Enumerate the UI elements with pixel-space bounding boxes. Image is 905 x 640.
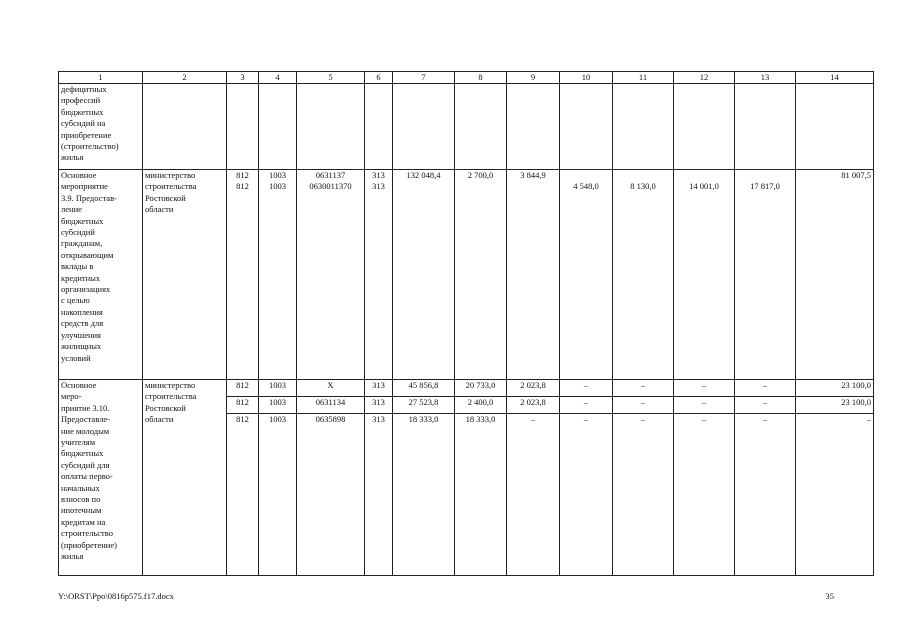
page-number: 35 bbox=[825, 591, 834, 601]
amount-cell: – bbox=[507, 414, 560, 576]
code-cell: 812 bbox=[227, 414, 259, 576]
value-line: 812 bbox=[236, 170, 249, 180]
value-line: 8 130,0 bbox=[630, 181, 656, 191]
amount-cell: 2 400,0 bbox=[455, 397, 507, 414]
amount-cell: – bbox=[796, 414, 874, 576]
value-line: 132 048,4 bbox=[406, 170, 441, 180]
value-line: 1003 bbox=[269, 170, 286, 180]
amount-cell bbox=[674, 170, 735, 380]
value-line: 4 548,0 bbox=[573, 181, 599, 191]
measure-name-cell: дефицитных профессий бюджетных субсидий на приобретение (строительство) жилья bbox=[59, 84, 143, 170]
amount-cell bbox=[735, 170, 796, 380]
code-cell: Х bbox=[297, 380, 365, 397]
budget-table bbox=[58, 71, 874, 576]
code-cell bbox=[297, 170, 365, 380]
amount-cell: – bbox=[674, 380, 735, 397]
col-header: 14 bbox=[796, 72, 874, 84]
value-line: 1003 bbox=[269, 181, 286, 192]
amount-cell: 23 100,0 bbox=[796, 380, 874, 397]
amount-cell: – bbox=[674, 397, 735, 414]
amount-cell: 2 023,8 bbox=[507, 380, 560, 397]
amount-cell: – bbox=[735, 380, 796, 397]
amount-cell: – bbox=[613, 397, 674, 414]
amount-cell: – bbox=[560, 380, 613, 397]
table-row bbox=[59, 380, 874, 397]
col-header: 2 bbox=[143, 72, 227, 84]
code-cell: 812 bbox=[227, 397, 259, 414]
col-header: 9 bbox=[507, 72, 560, 84]
amount-cell: – bbox=[735, 397, 796, 414]
amount-cell: – bbox=[613, 414, 674, 576]
col-header: 7 bbox=[393, 72, 455, 84]
col-header: 13 bbox=[735, 72, 796, 84]
amount-cell: – bbox=[560, 414, 613, 576]
code-cell: 1003 bbox=[259, 397, 297, 414]
amount-cell: 27 523,8 bbox=[393, 397, 455, 414]
col-header: 4 bbox=[259, 72, 297, 84]
measure-name-cell: Основное мероприятие 3.9. Предостав- ление бюджетных субсидий гражданам, открывающим вклады в кредитных организациях с целью накопления средств для улучшения жилищных условий bbox=[59, 170, 143, 380]
amount-cell: 45 856,8 bbox=[393, 380, 455, 397]
value-line: 0630011370 bbox=[309, 181, 352, 192]
table-row bbox=[59, 170, 874, 380]
amount-cell: – bbox=[613, 380, 674, 397]
code-cell bbox=[365, 170, 393, 380]
amount-cell: 18 333,0 bbox=[393, 414, 455, 576]
value-line: 14 001,0 bbox=[689, 181, 719, 191]
col-header: 10 bbox=[560, 72, 613, 84]
amount-cell: 18 333,0 bbox=[455, 414, 507, 576]
measure-name-cell: Основное меро- приятие 3.10. Предоставле- ние молодым учителям бюджетных субсидий для оплаты перво- начальных взносов по ипотечным кредитам на строительство (приобретение) жилья bbox=[59, 380, 143, 576]
code-cell: 1003 bbox=[259, 414, 297, 576]
col-header: 3 bbox=[227, 72, 259, 84]
value-line: 313 bbox=[372, 181, 385, 192]
amount-cell: – bbox=[735, 414, 796, 576]
col-header: 1 bbox=[59, 72, 143, 84]
executor-cell: министерство строительства Ростовской области bbox=[143, 380, 227, 576]
amount-cell bbox=[560, 170, 613, 380]
value-line: 81 007,5 bbox=[841, 170, 871, 180]
code-cell: 313 bbox=[365, 397, 393, 414]
col-header: 12 bbox=[674, 72, 735, 84]
value-line: 313 bbox=[372, 170, 385, 180]
value-line: 2 700,0 bbox=[467, 170, 494, 180]
code-cell: 1003 bbox=[259, 380, 297, 397]
file-path-footer: Y:\ORST\Ppo\0816p575.f17.docx bbox=[58, 591, 174, 601]
amount-cell: 20 733,0 bbox=[455, 380, 507, 397]
amount-cell bbox=[613, 170, 674, 380]
amount-cell bbox=[507, 170, 560, 380]
amount-cell bbox=[455, 170, 507, 380]
value-line: 3 844,9 bbox=[520, 170, 546, 180]
value-line: 17 817,0 bbox=[750, 181, 780, 191]
col-header: 11 bbox=[613, 72, 674, 84]
amount-cell: 23 100,0 bbox=[796, 397, 874, 414]
executor-cell: министерство строительства Ростовской области bbox=[143, 170, 227, 380]
code-cell bbox=[227, 170, 259, 380]
code-cell: 812 bbox=[227, 380, 259, 397]
code-cell: 313 bbox=[365, 380, 393, 397]
col-header: 5 bbox=[297, 72, 365, 84]
amount-cell: 2 023,8 bbox=[507, 397, 560, 414]
amount-cell bbox=[393, 170, 455, 380]
code-cell: 313 bbox=[365, 414, 393, 576]
code-cell: 0635898 bbox=[297, 414, 365, 576]
col-header: 6 bbox=[365, 72, 393, 84]
amount-cell: – bbox=[560, 397, 613, 414]
value-line: 0631137 bbox=[315, 170, 346, 180]
amount-cell bbox=[796, 170, 874, 380]
value-line: 812 bbox=[236, 181, 249, 192]
amount-cell: – bbox=[674, 414, 735, 576]
col-header: 8 bbox=[455, 72, 507, 84]
code-cell bbox=[259, 170, 297, 380]
header-row bbox=[59, 72, 874, 84]
table-row bbox=[59, 84, 874, 170]
code-cell: 0631134 bbox=[297, 397, 365, 414]
